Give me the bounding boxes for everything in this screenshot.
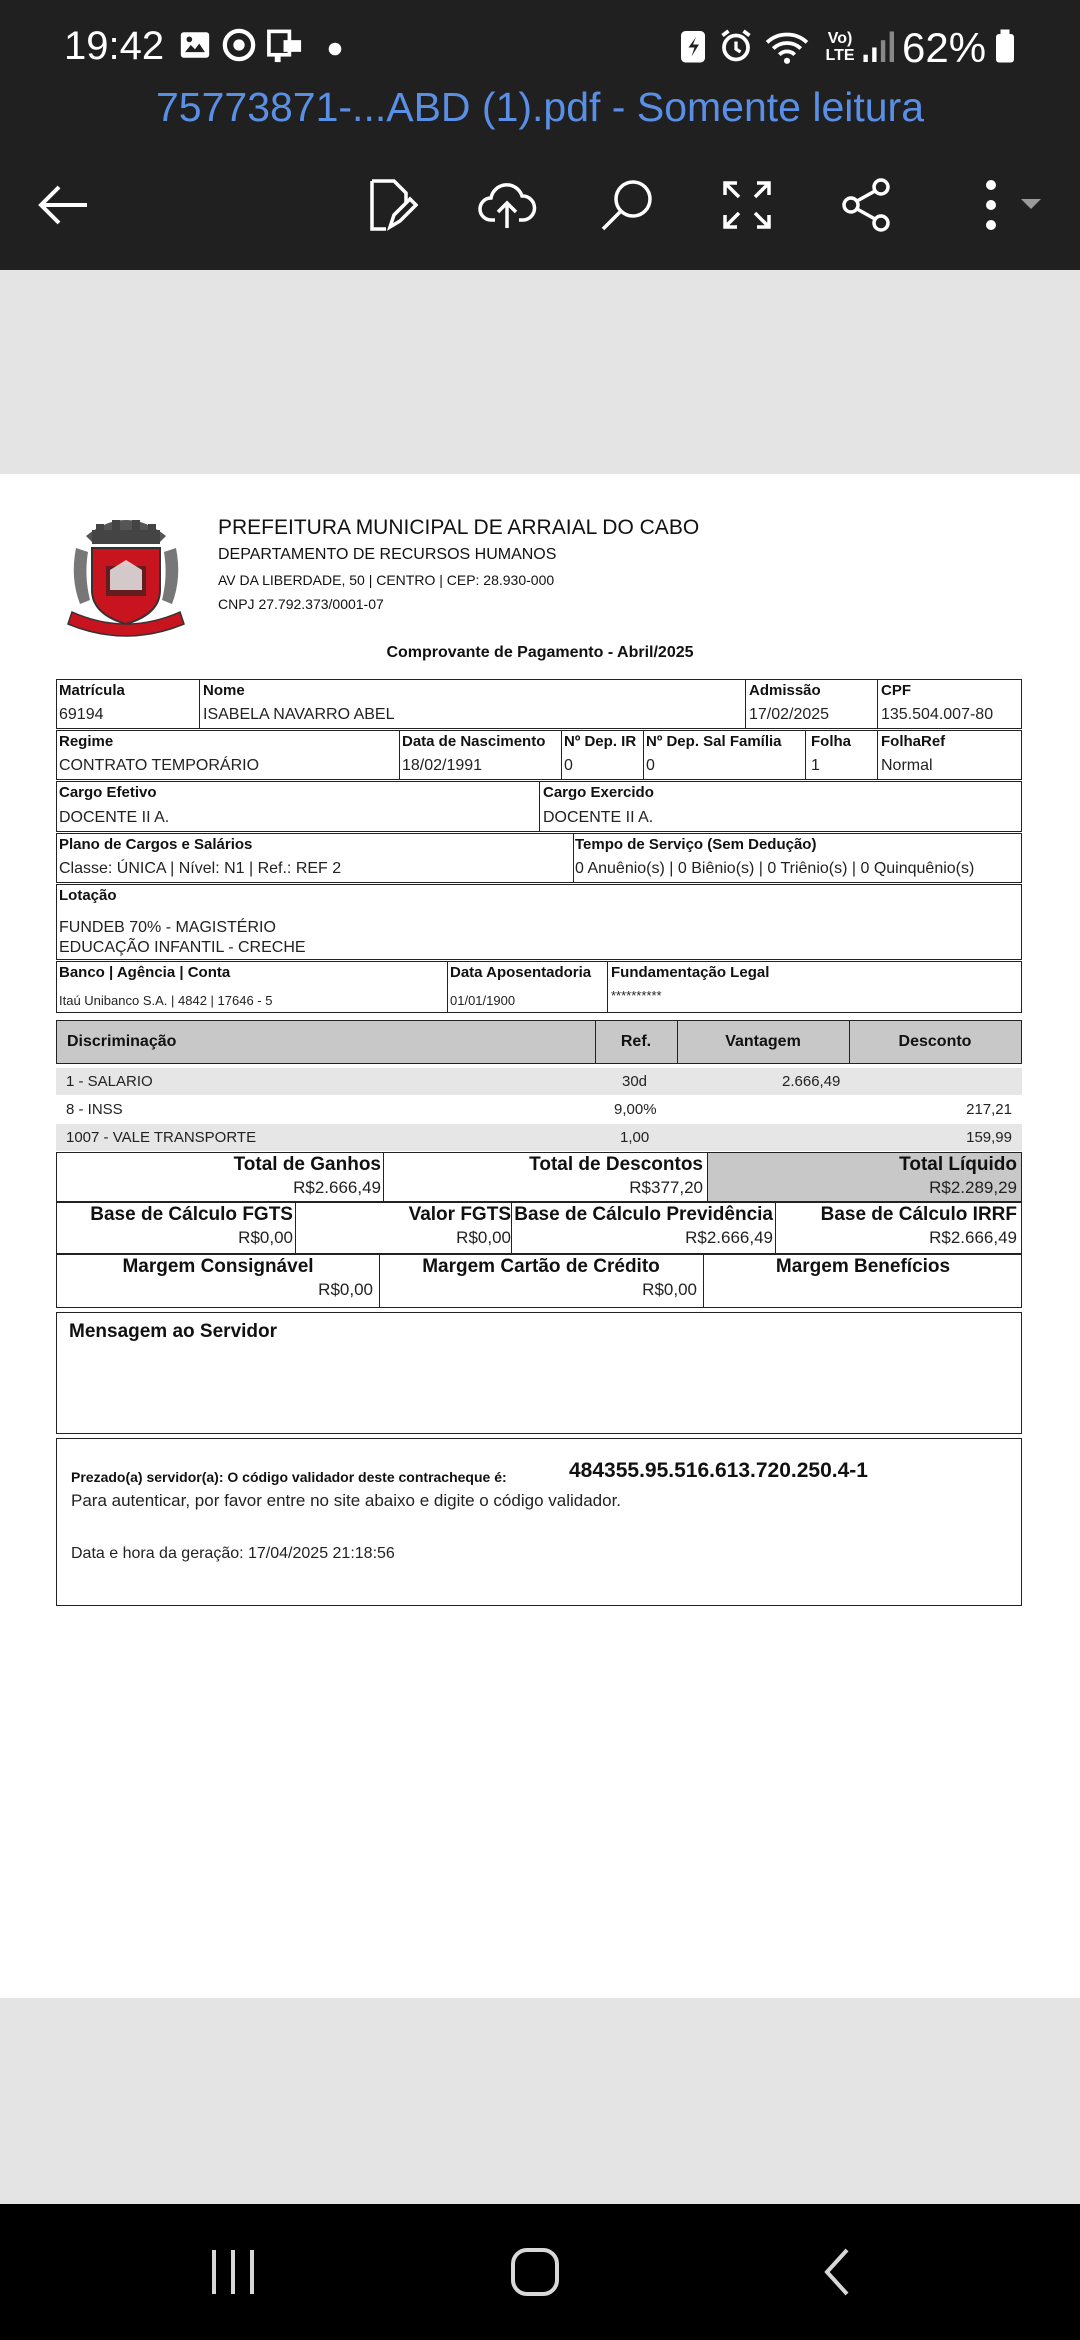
label-cargo-exercido: Cargo Exercido xyxy=(543,784,654,801)
value-margem-consignavel: R$0,00 xyxy=(318,1280,373,1299)
value-total-ganhos: R$2.666,49 xyxy=(293,1178,381,1197)
message-title: Mensagem ao Servidor xyxy=(69,1321,278,1342)
label-cpf: CPF xyxy=(881,682,911,699)
image-icon xyxy=(178,28,212,62)
signal-icon xyxy=(862,28,894,64)
label-folharef: FolhaRef xyxy=(881,733,946,750)
search-icon xyxy=(599,177,655,233)
status-time: 19:42 xyxy=(64,24,165,68)
coat-of-arms-icon xyxy=(56,508,196,640)
label-valor-fgts: Valor FGTS xyxy=(408,1204,511,1225)
item-vantagem: 2.666,49 xyxy=(782,1073,841,1090)
label-plano: Plano de Cargos e Salários xyxy=(59,836,253,853)
upload-button[interactable] xyxy=(472,170,542,240)
home-button[interactable] xyxy=(490,2232,580,2312)
item-ref: 1,00 xyxy=(620,1129,650,1146)
info-row-2 xyxy=(56,730,1022,780)
value-plano: Classe: ÚNICA | Nível: N1 | Ref.: REF 2 xyxy=(59,860,342,877)
network-label: Vo) LTE xyxy=(825,30,855,64)
value-cargo-exercido: DOCENTE II A. xyxy=(543,809,654,826)
item-desconto: 217,21 xyxy=(966,1101,1012,1118)
label-cargo-efetivo: Cargo Efetivo xyxy=(59,784,157,801)
value-nascimento: 18/02/1991 xyxy=(402,757,483,774)
edit-button[interactable] xyxy=(356,170,426,240)
alarm-icon xyxy=(718,28,754,64)
back-nav-icon xyxy=(817,2244,857,2300)
label-margem-beneficios: Margem Benefícios xyxy=(775,1256,951,1277)
item-ref: 9,00% xyxy=(614,1101,657,1118)
cast-icon xyxy=(266,28,304,64)
label-total-liquido: Total Líquido xyxy=(899,1154,1017,1175)
info-row-banco xyxy=(56,961,1022,1013)
value-base-fgts: R$0,00 xyxy=(238,1228,293,1247)
battery-percent: 62% xyxy=(902,24,987,71)
value-banco: Itaú Unibanco S.A. | 4842 | 17646 - 5 xyxy=(59,993,273,1008)
document-title: 75773871-...ABD (1).pdf - Somente leitura xyxy=(155,84,925,130)
label-nascimento: Data de Nascimento xyxy=(402,733,546,750)
label-lotacao: Lotação xyxy=(59,887,117,904)
generation-datetime: Data e hora da geração: 17/04/2025 21:18:56 xyxy=(71,1545,395,1562)
value-admissao: 17/02/2025 xyxy=(749,706,830,723)
info-row-3 xyxy=(56,781,1022,832)
value-lotacao-1: FUNDEB 70% - MAGISTÉRIO xyxy=(59,919,276,936)
info-row-4 xyxy=(56,833,1022,883)
address: AV DA LIBERDADE, 50 | CENTRO | CEP: 28.930-000 xyxy=(218,572,555,588)
label-folha: Folha xyxy=(811,733,851,750)
more-icon xyxy=(959,177,1049,233)
item-desc: 1007 - VALE TRANSPORTE xyxy=(66,1129,257,1146)
label-base-irrf: Base de Cálculo IRRF xyxy=(820,1204,1017,1225)
recents-icon xyxy=(208,2246,258,2298)
value-total-descontos: R$377,20 xyxy=(629,1178,703,1197)
item-desc: 1 - SALARIO xyxy=(66,1073,153,1090)
info-row-1 xyxy=(56,679,1022,729)
value-matricula: 69194 xyxy=(59,706,104,723)
value-nome: ISABELA NAVARRO ABEL xyxy=(203,706,395,723)
home-icon xyxy=(507,2244,563,2300)
back-button[interactable] xyxy=(28,170,98,240)
label-admissao: Admissão xyxy=(749,682,821,699)
validator-prefix: Prezado(a) servidor(a): O código validador deste contracheque é: xyxy=(71,1469,507,1485)
share-icon xyxy=(839,177,895,233)
label-total-ganhos: Total de Ganhos xyxy=(233,1154,381,1175)
search-button[interactable] xyxy=(592,170,662,240)
pdf-page[interactable] xyxy=(0,474,1080,1998)
value-cpf: 135.504.007-80 xyxy=(881,706,994,723)
system-nav-bar xyxy=(0,2204,1080,2340)
item-desconto: 159,99 xyxy=(966,1129,1012,1146)
department: DEPARTAMENTO DE RECURSOS HUMANOS xyxy=(218,546,557,563)
value-base-irrf: R$2.666,49 xyxy=(929,1228,1017,1247)
value-base-previdencia: R$2.666,49 xyxy=(685,1228,773,1247)
table-row xyxy=(56,1124,1022,1151)
item-ref: 30d xyxy=(622,1073,648,1090)
col-desconto: Desconto xyxy=(898,1033,972,1050)
label-nome: Nome xyxy=(203,682,245,699)
battery-icon xyxy=(994,28,1016,64)
value-aposentadoria: 01/01/1900 xyxy=(450,993,516,1008)
label-matricula: Matrícula xyxy=(59,682,125,699)
label-banco: Banco | Agência | Conta xyxy=(59,964,231,981)
label-tempo: Tempo de Serviço (Sem Dedução) xyxy=(575,836,817,853)
edit-document-icon xyxy=(364,177,418,233)
value-dep-sal: 0 xyxy=(646,757,655,774)
value-tempo: 0 Anuênio(s) | 0 Biênio(s) | 0 Triênio(s) | 0 Quinquênio(s) xyxy=(575,860,975,877)
validator-code: 484355.95.516.613.720.250.4-1 xyxy=(569,1459,868,1482)
battery-saver-icon xyxy=(678,28,708,64)
value-folha: 1 xyxy=(811,757,820,774)
value-valor-fgts: R$0,00 xyxy=(456,1228,511,1247)
receipt-title: Comprovante de Pagamento - Abril/2025 xyxy=(386,644,694,661)
org-name: PREFEITURA MUNICIPAL DE ARRAIAL DO CABO xyxy=(218,516,700,539)
bases-row xyxy=(56,1202,1022,1254)
col-vantagem: Vantagem xyxy=(725,1033,801,1050)
value-cargo-efetivo: DOCENTE II A. xyxy=(59,809,170,826)
fullscreen-icon xyxy=(721,179,773,231)
message-box xyxy=(56,1312,1022,1434)
app-top-bar xyxy=(0,0,1080,270)
label-margem-consignavel: Margem Consignável xyxy=(122,1256,314,1277)
share-button[interactable] xyxy=(832,170,902,240)
chrome-icon xyxy=(222,28,256,62)
value-total-liquido: R$2.289,29 xyxy=(929,1178,1017,1197)
col-discriminacao: Discriminação xyxy=(67,1033,177,1050)
cnpj: CNPJ 27.792.373/0001-07 xyxy=(218,596,384,612)
label-base-previdencia: Base de Cálculo Previdência xyxy=(514,1204,773,1225)
label-margem-cartao: Margem Cartão de Crédito xyxy=(422,1256,660,1277)
label-regime: Regime xyxy=(59,733,114,750)
item-desc: 8 - INSS xyxy=(66,1101,123,1118)
label-dep-sal: Nº Dep. Sal Família xyxy=(646,733,782,750)
validator-box xyxy=(56,1438,1022,1606)
back-nav-button[interactable] xyxy=(792,2232,882,2312)
table-row xyxy=(56,1068,1022,1095)
value-regime: CONTRATO TEMPORÁRIO xyxy=(59,757,260,774)
more-button[interactable] xyxy=(956,170,1052,240)
totals-row xyxy=(56,1152,1022,1202)
label-aposentadoria: Data Aposentadoria xyxy=(450,964,592,981)
cloud-upload-icon xyxy=(477,180,537,230)
table-row xyxy=(56,1096,1022,1123)
margens-row xyxy=(56,1254,1022,1308)
value-dep-ir: 0 xyxy=(564,757,573,774)
items-table-header xyxy=(56,1020,1022,1064)
info-row-lotacao xyxy=(56,884,1022,960)
value-margem-cartao: R$0,00 xyxy=(642,1280,697,1299)
value-fundamentacao: ********** xyxy=(611,988,662,1003)
label-dep-ir: Nº Dep. IR xyxy=(564,733,637,750)
recents-button[interactable] xyxy=(188,2232,278,2312)
label-fundamentacao: Fundamentação Legal xyxy=(611,964,770,981)
dot-icon xyxy=(328,42,342,56)
value-lotacao-2: EDUCAÇÃO INFANTIL - CRECHE xyxy=(59,939,306,956)
value-folharef: Normal xyxy=(881,757,933,774)
fullscreen-button[interactable] xyxy=(712,170,782,240)
col-ref: Ref. xyxy=(620,1033,652,1050)
validator-instructions: Para autenticar, por favor entre no site abaixo e digite o código validador. xyxy=(71,1491,622,1510)
label-base-fgts: Base de Cálculo FGTS xyxy=(90,1204,293,1225)
wifi-icon xyxy=(764,28,810,66)
label-total-descontos: Total de Descontos xyxy=(529,1154,703,1175)
back-icon xyxy=(35,183,91,227)
